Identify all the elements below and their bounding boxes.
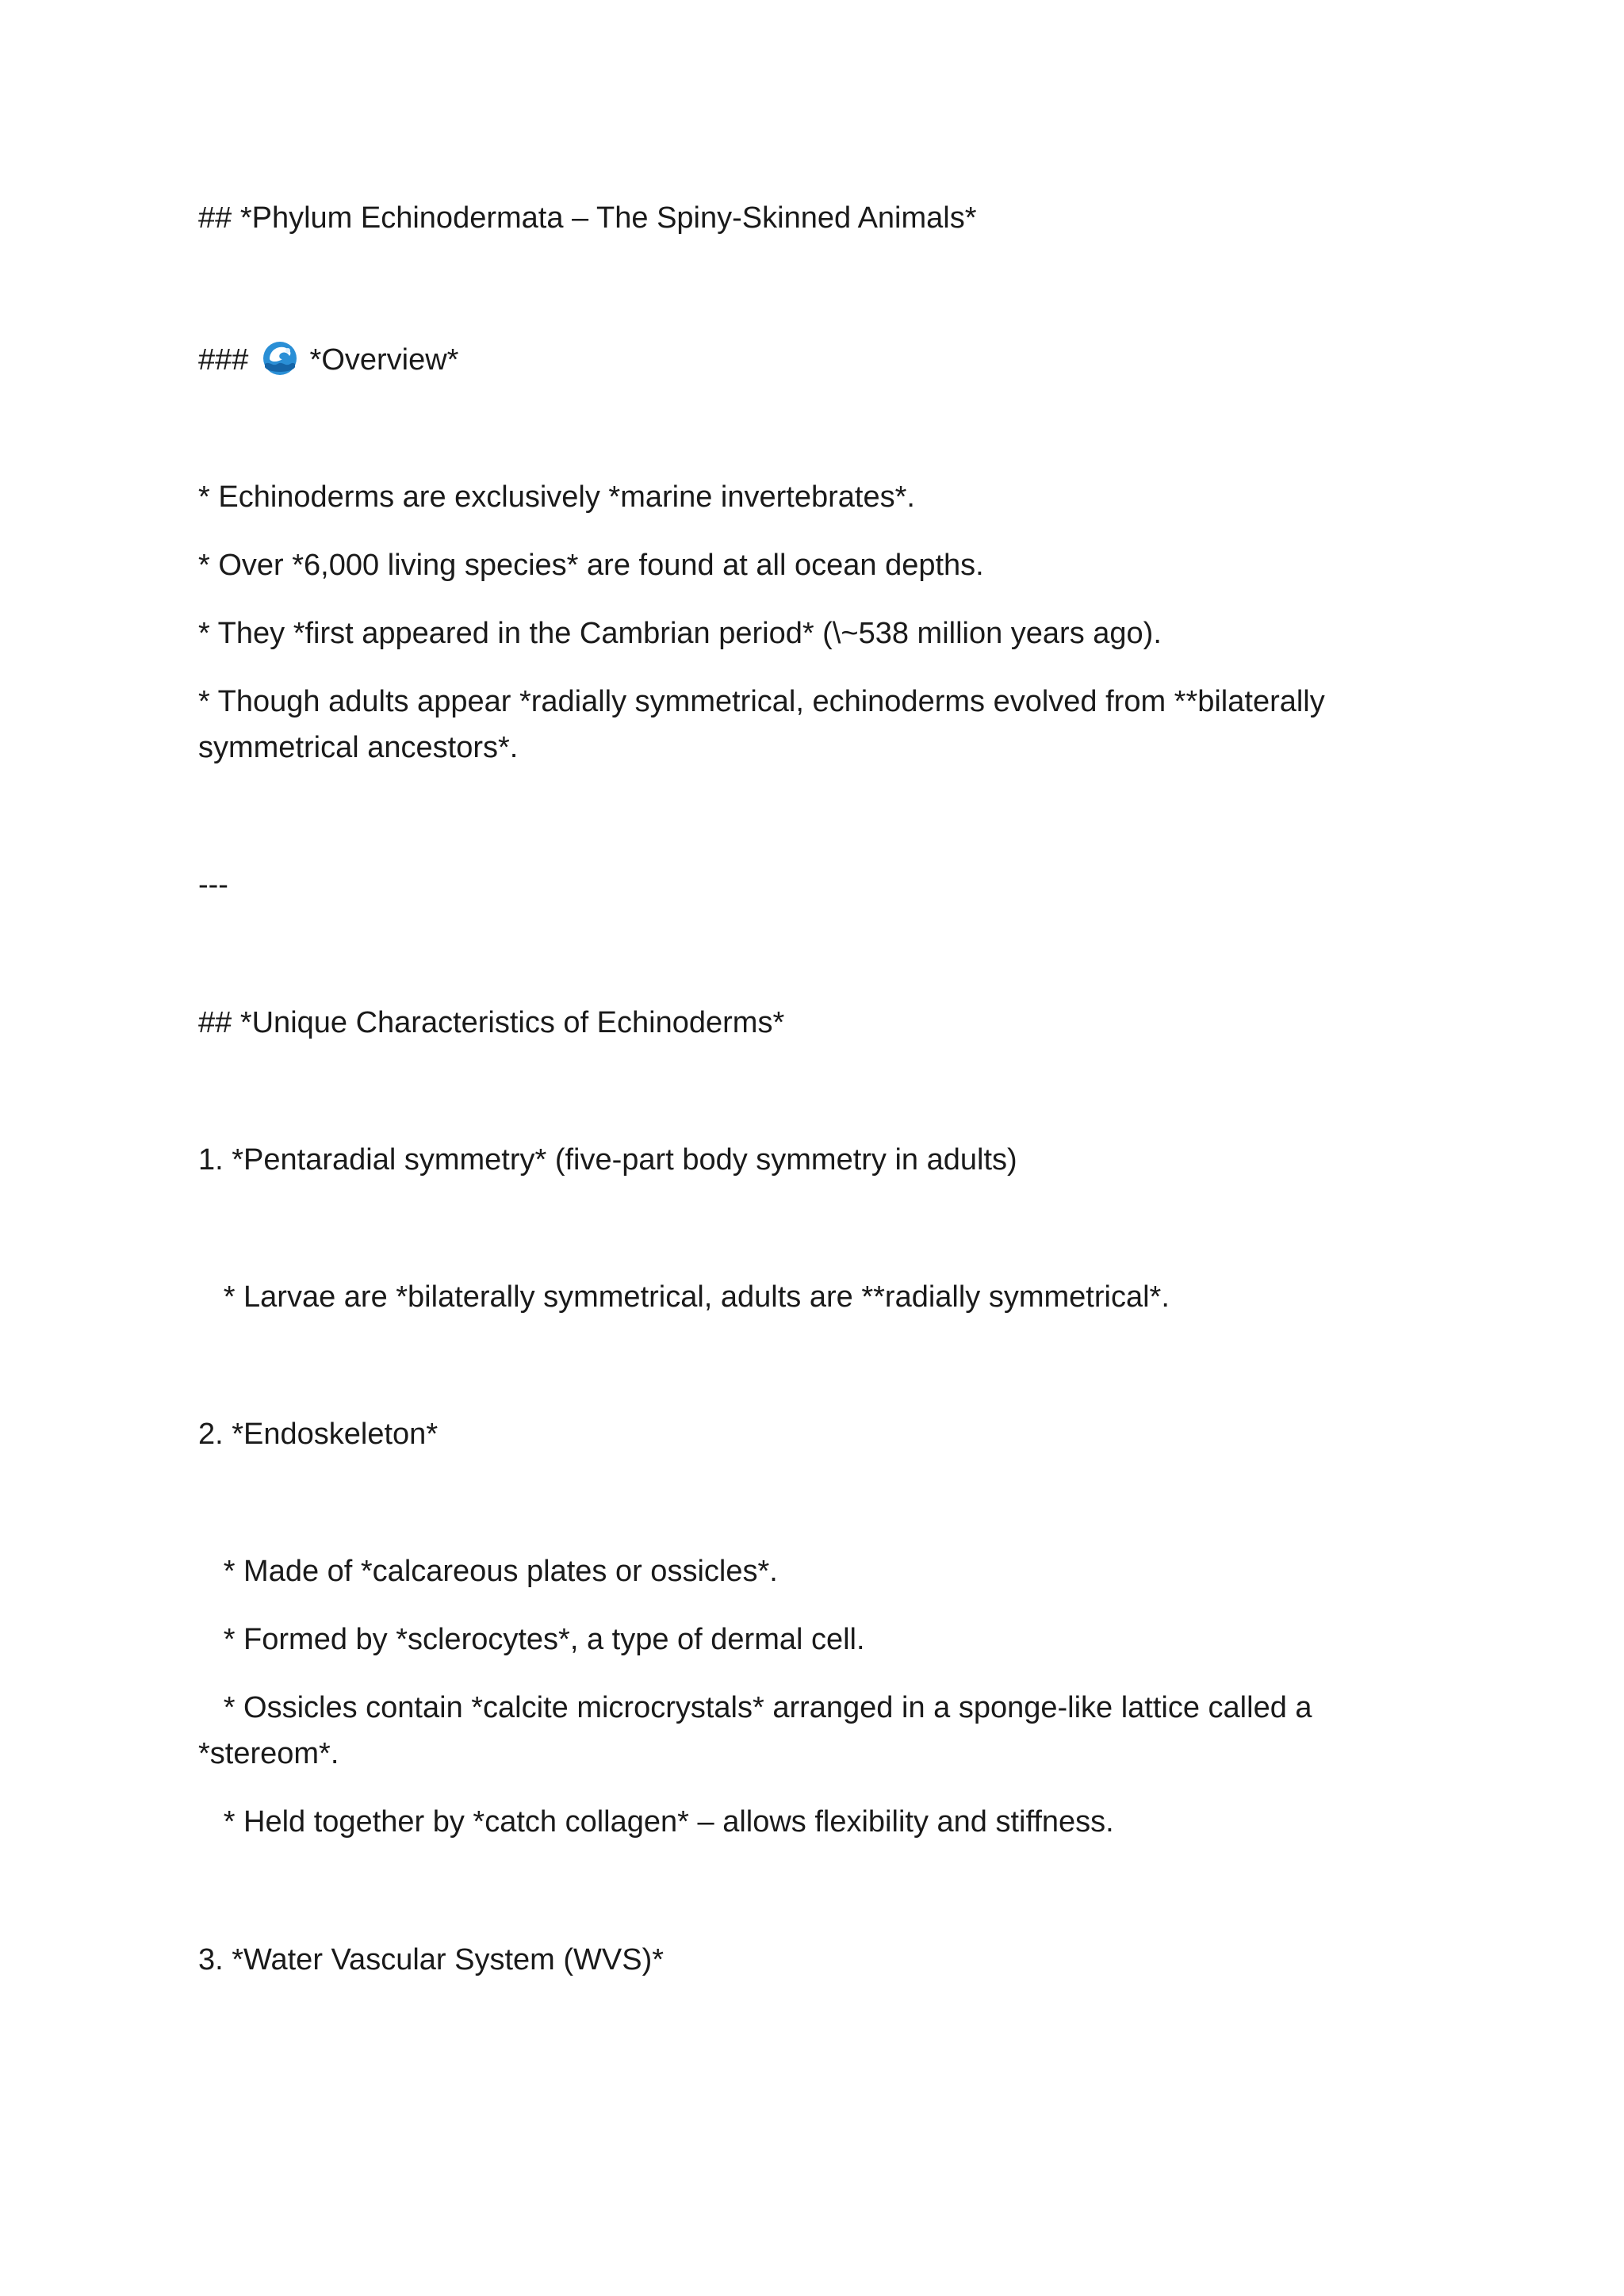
main-heading: ## *Phylum Echinodermata – The Spiny-Skinned Animals* [198,201,977,235]
characteristic-2-title: 2. *Endoskeleton* [198,1418,439,1451]
characteristic-2-sub-3: * Ossicles contain *calcite microcrystals* arranged in a sponge-like lattice called a *stereom*. [198,1691,1321,1770]
characteristic-2-sub-2: * Formed by *sclerocytes*, a type of dermal cell. [198,1623,865,1656]
characteristic-1-sub: * Larvae are *bilaterally symmetrical, adults are **radially symmetrical*. [198,1280,1170,1314]
overview-item-2: * Over *6,000 living species* are found at all ocean depths. [198,549,984,582]
characteristic-2-sub-4: * Held together by *catch collagen* – allows flexibility and stiffness. [198,1805,1114,1839]
overview-item-4: * Though adults appear *radially symmetrical, echinoderms evolved from **bilaterally symmetrical ancestors*. [198,685,1334,764]
overview-item-1: * Echinoderms are exclusively *marine invertebrates*. [198,480,915,514]
water-wave-icon [262,340,298,377]
characteristic-2-sub-1: * Made of *calcareous plates or ossicles*. [198,1555,778,1588]
overview-item-3: * They *first appeared in the Cambrian period* (\~538 million years ago). [198,617,1162,650]
characteristic-3-title: 3. *Water Vascular System (WVS)* [198,1943,665,1976]
horizontal-rule-marker: --- [198,868,228,901]
overview-heading [198,337,1435,383]
overview-heading-prefix: ### [198,343,249,377]
characteristic-1-title: 1. *Pentaradial symmetry* (five-part body symmetry in adults) [198,1143,1017,1177]
characteristics-heading: ## *Unique Characteristics of Echinoderms* [198,1006,785,1039]
overview-heading-title: *Overview* [309,343,459,377]
